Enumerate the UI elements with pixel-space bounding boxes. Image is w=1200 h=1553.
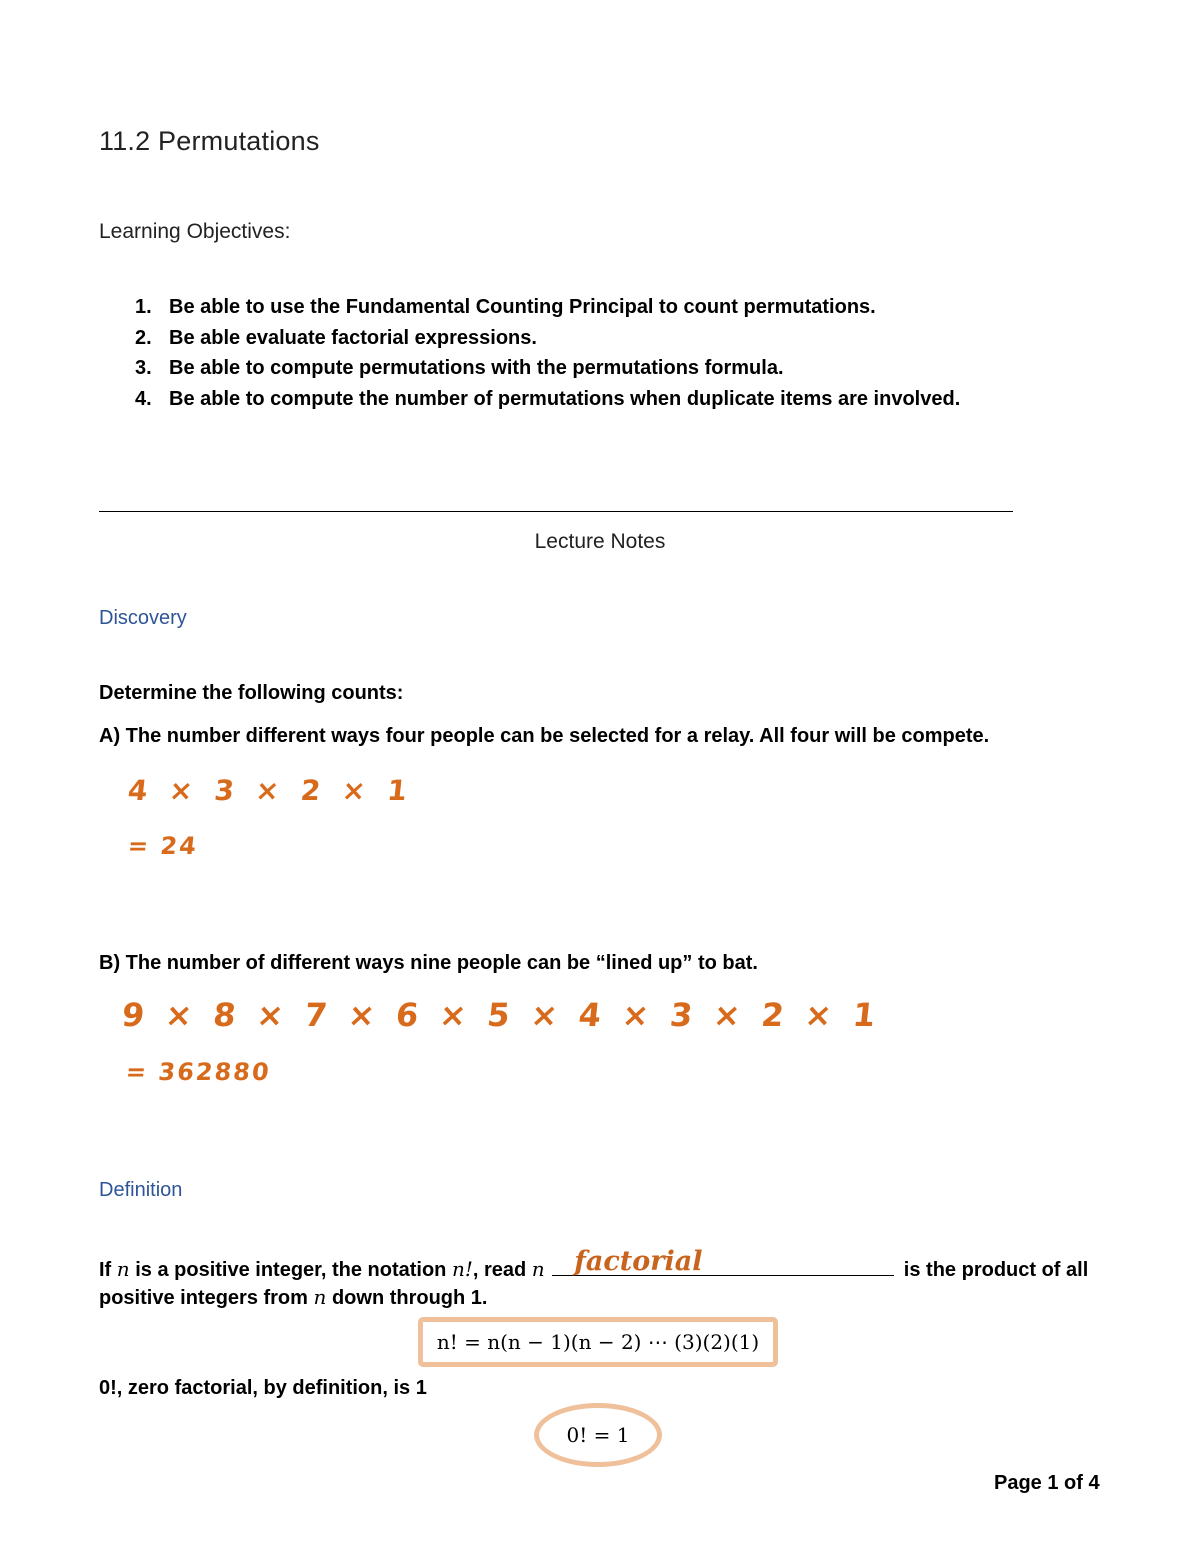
objective-number: 4. (135, 387, 152, 410)
math-n: n (313, 1285, 327, 1309)
horizontal-divider (99, 511, 1013, 512)
zero-factorial-text: 0!, zero factorial, by definition, is 1 (99, 1377, 427, 1399)
handwritten-answer-b-line2: = 362880 (124, 1058, 273, 1086)
definition-heading: Definition (99, 1179, 183, 1201)
zero-factorial-oval (534, 1403, 662, 1467)
objectives-list (99, 296, 960, 418)
zero-factorial-formula: 0! = 1 (566, 1423, 630, 1447)
definition-sentence (99, 1246, 1089, 1282)
objective-text: Be able to compute the number of permutations when duplicate items are involved. (169, 387, 961, 410)
objective-text: Be able to compute permutations with the permutations formula. (169, 357, 784, 379)
list-item (99, 327, 960, 358)
handwritten-answer-a-line1: 4 × 3 × 2 × 1 (126, 774, 415, 807)
definition-text: down through 1. (326, 1287, 488, 1309)
page-number: Page 1 of 4 (994, 1472, 1100, 1494)
list-item (99, 357, 960, 388)
definition-text: is a positive integer, the notation (129, 1259, 452, 1281)
fill-in-blank (552, 1246, 894, 1277)
objective-number: 1. (135, 296, 152, 318)
handwritten-answer-b-line1: 9 × 8 × 7 × 6 × 5 × 4 × 3 × 2 × 1 (120, 996, 883, 1034)
list-item (99, 388, 960, 419)
question-a (99, 725, 989, 748)
page-title: 11.2 Permutations (99, 126, 320, 156)
question-a-text: A) The number different ways four people can be selected for a relay. All four will be compete. (99, 725, 990, 747)
discovery-heading: Discovery (99, 607, 187, 629)
objective-number: 3. (135, 357, 152, 379)
list-item (99, 296, 960, 327)
definition-text: If (99, 1259, 117, 1281)
objective-number: 2. (135, 326, 152, 349)
lecture-notes-heading: Lecture Notes (534, 530, 666, 553)
handwritten-answer-a-line2: = 24 (126, 832, 200, 860)
learning-objectives-heading: Learning Objectives: (99, 220, 291, 243)
definition-text: is the product of all (898, 1259, 1089, 1281)
objective-text: Be able to use the Fundamental Counting Principal to count permutations. (169, 296, 876, 318)
factorial-formula-box (418, 1317, 778, 1367)
definition-text: positive integers from (99, 1287, 314, 1309)
math-n: n (531, 1257, 545, 1281)
math-n-factorial: n! (451, 1257, 473, 1281)
math-n: n (116, 1257, 130, 1281)
objective-text: Be able evaluate factorial expressions. (169, 326, 537, 349)
handwritten-blank-answer: factorial (574, 1246, 703, 1277)
question-b: B) The number of different ways nine people can be “lined up” to bat. (99, 952, 758, 974)
definition-text: , read (472, 1259, 532, 1281)
definition-sentence-line2 (99, 1285, 487, 1310)
factorial-formula: n! = n(n − 1)(n − 2) ⋯ (3)(2)(1) (436, 1330, 760, 1354)
discovery-prompt: Determine the following counts: (99, 682, 404, 704)
